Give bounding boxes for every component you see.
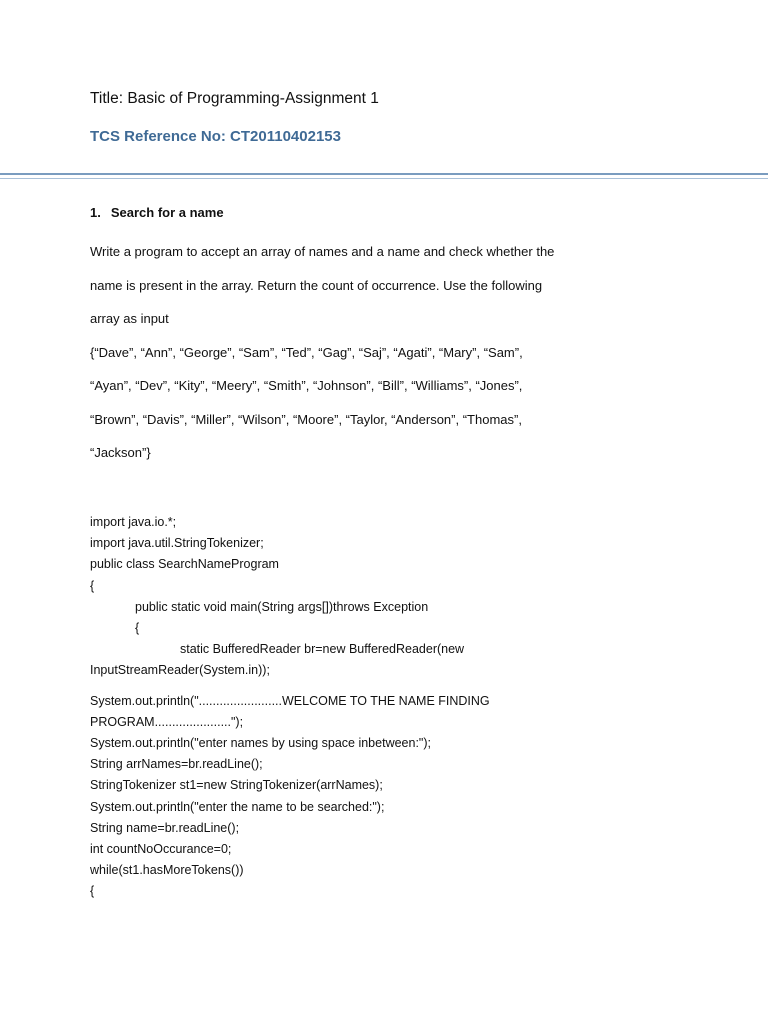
section-heading-text: Search for a name	[110, 205, 224, 220]
section-number: 1.	[90, 205, 101, 220]
header-divider	[0, 173, 768, 175]
section-heading	[90, 205, 224, 220]
paragraph-line: “Ayan”, “Dev”, “Kity”, “Meery”, “Smith”, “Johnson”, “Bill”, “Williams”, “Jones”,	[90, 378, 523, 393]
code-line: String arrNames=br.readLine();	[90, 757, 263, 772]
paragraph-line: array as input	[90, 311, 169, 326]
code-listing	[90, 512, 490, 903]
code-line: static BufferedReader br=new BufferedReader(new	[180, 642, 465, 657]
code-line: String name=br.readLine();	[90, 820, 240, 835]
document-title: Title: Basic of Programming-Assignment 1	[90, 90, 379, 107]
code-line: public static void main(String args[])throws Exception	[135, 599, 429, 614]
paragraph-line: name is present in the array. Return the count of occurrence. Use the following	[90, 277, 543, 293]
code-line: System.out.println("enter names by using space inbetween:");	[90, 736, 431, 751]
code-line: while(st1.hasMoreTokens())	[90, 863, 244, 878]
code-line: import java.util.StringTokenizer;	[90, 536, 264, 551]
paragraph-line: {“Dave”, “Ann”, “George”, “Sam”, “Ted”, “Gag”, “Saj”, “Agati”, “Mary”, “Sam”,	[90, 344, 523, 360]
reference-number: TCS Reference No: CT20110402153	[90, 128, 341, 145]
problem-statement	[90, 235, 650, 470]
code-line: StringTokenizer st1=new StringTokenizer(arrNames);	[90, 778, 383, 793]
paragraph-line: “Jackson”}	[90, 445, 151, 460]
paragraph-line: Write a program to accept an array of names and a name and check whether the	[90, 244, 555, 259]
code-line: {	[90, 578, 95, 593]
code-line: System.out.println("........................WELCOME TO THE NAME FINDING	[90, 693, 490, 708]
code-line: public class SearchNameProgram	[90, 557, 279, 572]
code-line: {	[90, 884, 95, 899]
code-line: int countNoOccurance=0;	[90, 842, 232, 857]
code-line: System.out.println("enter the name to be searched:");	[90, 799, 385, 814]
code-line: {	[135, 621, 140, 636]
header-divider-secondary	[0, 178, 768, 179]
paragraph-line: “Brown”, “Davis”, “Miller”, “Wilson”, “Moore”, “Taylor, “Anderson”, “Thomas”,	[90, 411, 522, 427]
code-line: InputStreamReader(System.in));	[90, 663, 270, 678]
code-line: import java.io.*;	[90, 515, 177, 529]
code-line: PROGRAM......................");	[90, 714, 244, 729]
